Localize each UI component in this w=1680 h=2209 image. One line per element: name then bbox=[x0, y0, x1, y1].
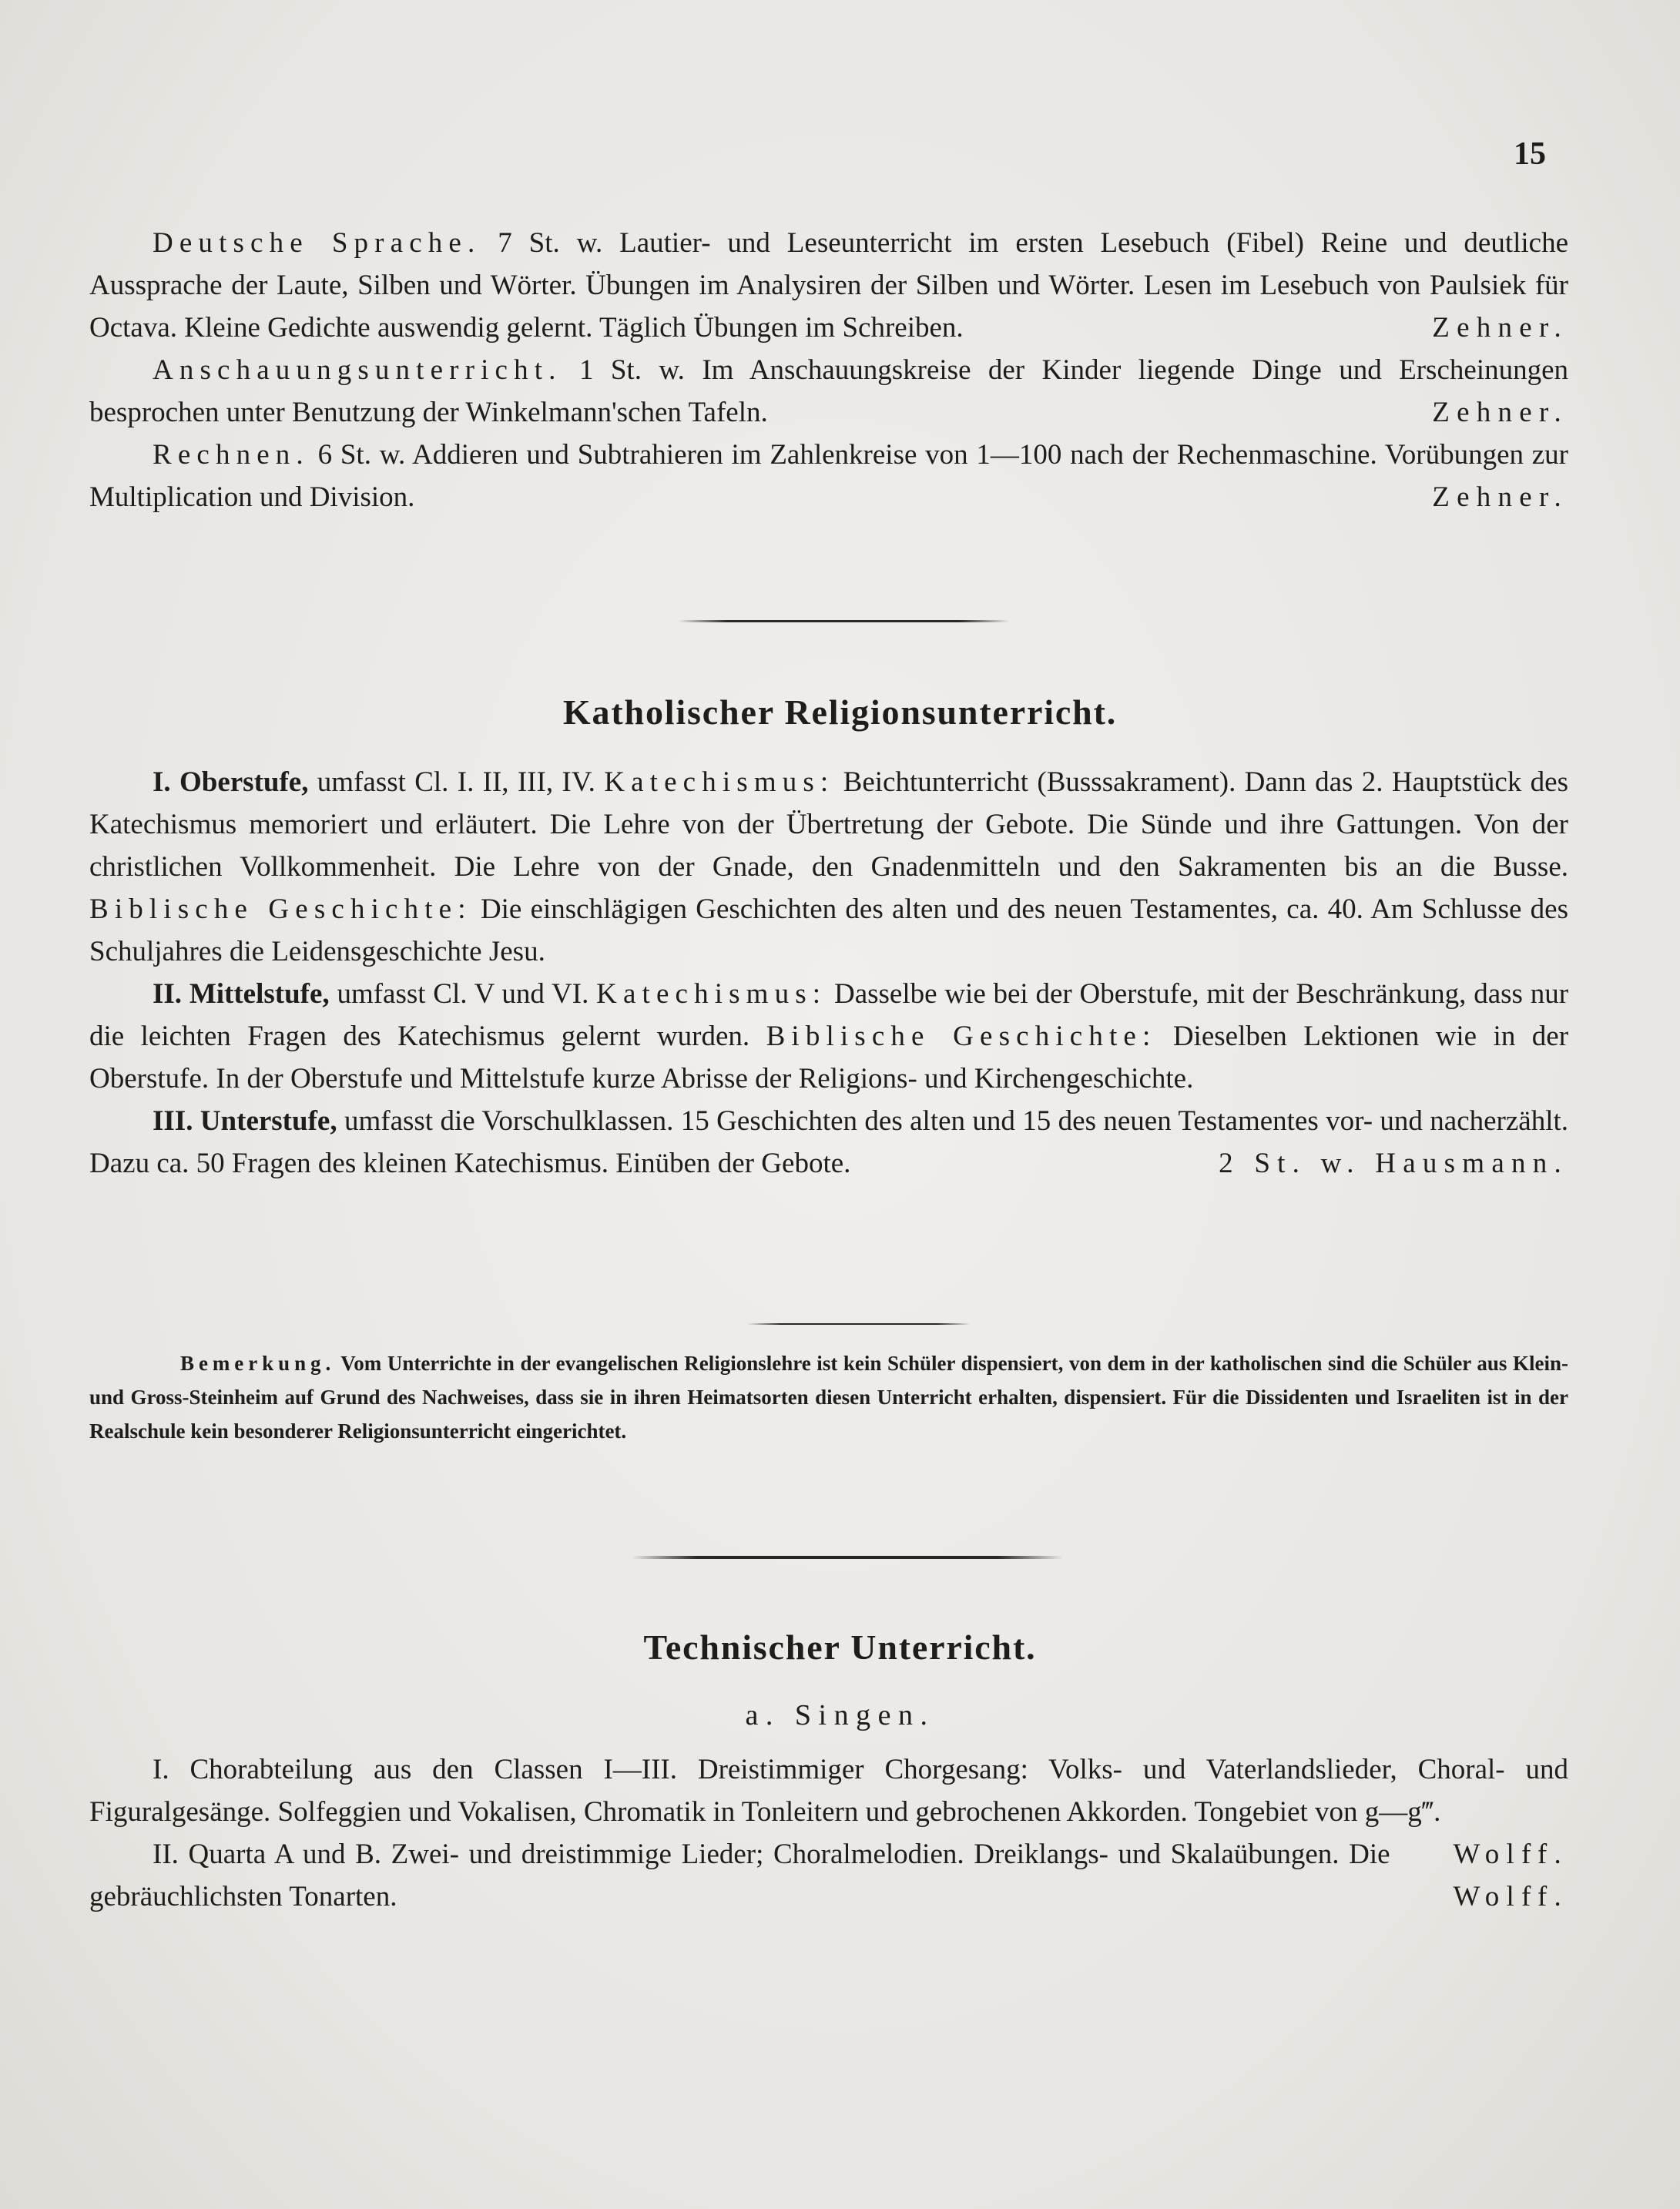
subject-term: Katechismus: bbox=[604, 766, 835, 798]
section-singen bbox=[89, 1748, 1568, 1918]
paragraph-quarta bbox=[89, 1833, 1568, 1918]
section-heading: Katholischer Religionsunterricht. bbox=[562, 692, 1118, 732]
paragraph-text: Beichtunterricht (Busssakrament). Dann das 2. Hauptstück des Katechismus memoriert und erläutert. Die Lehre von der Übertretung der Gebote. Die Sünde und ihre Gattungen. Von der christlichen Vollkommenheit. Die Lehre von der Gnade, den Gnadenmitteln und den Sakramenten bis an die Busse. bbox=[89, 766, 1568, 883]
paragraph-text: 7 St. w. Lautier- und Leseunterricht im ersten Lesebuch (Fibel) Reine und deutliche Aussprache der Laute, Silben und Wörter. Übungen im Analysiren der Silben und Wörter. Lesen im Lesebuch von Paulsiek für Octava. Kleine Gedichte auswendig gelernt. Täglich Übungen im Schreiben. bbox=[89, 227, 1569, 344]
subject-term: Biblische Geschichte: bbox=[766, 1021, 1157, 1052]
divider-rule-short bbox=[747, 1323, 971, 1325]
paragraph-unterstufe bbox=[89, 1100, 1568, 1185]
subject-term: Deutsche Sprache. bbox=[153, 227, 481, 259]
remark-text: Vom Unterrichte in der evangelischen Religionslehre ist kein Schüler dispensiert, von dem in der katholischen sind die Schüler aus Klein- und Gross-Steinheim auf Grund des Nachweises, dass sie in ihren Heimatsorten diesen Unterricht erhalten, dispensiert. Für die Dissidenten und Israeliten ist in der Realschule kein besonderer Religionsunterricht eingerichtet. bbox=[89, 1352, 1569, 1443]
remark-label: Bemerkung. bbox=[180, 1352, 336, 1375]
teacher-name: Wolff. bbox=[1453, 1881, 1568, 1912]
paragraph-deutsche-sprache bbox=[89, 222, 1568, 349]
paragraph-text: umfasst Cl. I. II, III, IV. bbox=[317, 766, 595, 798]
remark-note bbox=[89, 1346, 1568, 1448]
paragraph-chorabteilung bbox=[89, 1748, 1568, 1870]
paragraph-text: 6 St. w. Addieren und Subtrahieren im Zahlenkreise von 1—100 nach der Rechenmaschine. Vorübungen zur Multiplication und Division. bbox=[89, 439, 1568, 513]
paragraph-oberstufe bbox=[89, 761, 1568, 973]
paragraph-text: Dasselbe wie bei der Oberstufe, mit der Beschränkung, dass nur die leichten Fragen des Katechismus gelernt wurden. bbox=[89, 978, 1569, 1052]
subject-term: Biblische Geschichte: bbox=[89, 893, 472, 925]
level-label: III. Unterstufe, bbox=[153, 1105, 337, 1137]
level-label: II. Mittelstufe, bbox=[153, 978, 330, 1010]
subject-term: Rechnen. bbox=[153, 439, 310, 471]
teacher-name: Zehner. bbox=[1432, 397, 1568, 428]
teacher-name: Zehner. bbox=[1432, 481, 1568, 513]
section-religionsunterricht bbox=[89, 761, 1568, 1185]
teacher-name: 2 St. w. Hausmann. bbox=[1219, 1148, 1568, 1179]
divider-rule bbox=[632, 1556, 1063, 1559]
page-number: 15 bbox=[1514, 136, 1546, 172]
teacher-name: Wolff. bbox=[1453, 1839, 1568, 1870]
paragraph-text: umfasst die Vorschulklassen. 15 Geschichten des alten und 15 des neuen Testamentes vor- und nacherzählt. Dazu ca. 50 Fragen des kleinen Katechismus. Einüben der Gebote. bbox=[89, 1105, 1569, 1179]
paragraph-text: Dieselben Lektionen wie in der Oberstufe. In der Oberstufe und Mittelstufe kurze Abrisse der Religions- und Kirchengeschichte. bbox=[89, 1021, 1569, 1094]
subject-term: Anschauungsunterricht. bbox=[153, 354, 562, 386]
teacher-name: Zehner. bbox=[1432, 312, 1568, 344]
paragraph-text: II. Quarta A und B. Zwei- und dreistimmige Lieder; Choralmelodien. Dreiklangs- und Skalaübungen. Die gebräuchlichsten Tonarten. bbox=[89, 1839, 1390, 1912]
divider-rule bbox=[678, 620, 1009, 622]
paragraph-mittelstufe bbox=[89, 973, 1568, 1100]
paragraph-anschauungsunterricht bbox=[89, 349, 1568, 434]
paragraph-text: I. Chorabteilung aus den Classen I—III. Dreistimmiger Chorgesang: Volks- und Vaterlandslieder, Choral- und Figuralgesänge. Solfeggien und Vokalisen, Chromatik in Tonleitern und gebrochenen Akkorden. Tongebiet von g—g‴. bbox=[89, 1754, 1568, 1828]
paragraph-text: umfasst Cl. V und VI. bbox=[337, 978, 589, 1010]
paragraph-rechnen bbox=[89, 434, 1568, 518]
section-heading: Technischer Unterricht. bbox=[643, 1627, 1037, 1667]
paragraph-text: 1 St. w. Im Anschauungskreise der Kinder liegende Dinge und Erscheinungen besprochen unter Benutzung der Winkelmann'schen Tafeln. bbox=[89, 354, 1569, 428]
level-label: I. Oberstufe, bbox=[153, 766, 309, 798]
subject-term: Katechismus: bbox=[596, 978, 827, 1010]
subsection-heading: a. Singen. bbox=[745, 1699, 935, 1731]
paragraph-text: Die einschlägigen Geschichten des alten und des neuen Testamentes, ca. 40. Am Schlusse des Schuljahres die Leidensgeschichte Jesu. bbox=[89, 893, 1568, 967]
section-unterricht-unterstufe bbox=[89, 222, 1568, 518]
